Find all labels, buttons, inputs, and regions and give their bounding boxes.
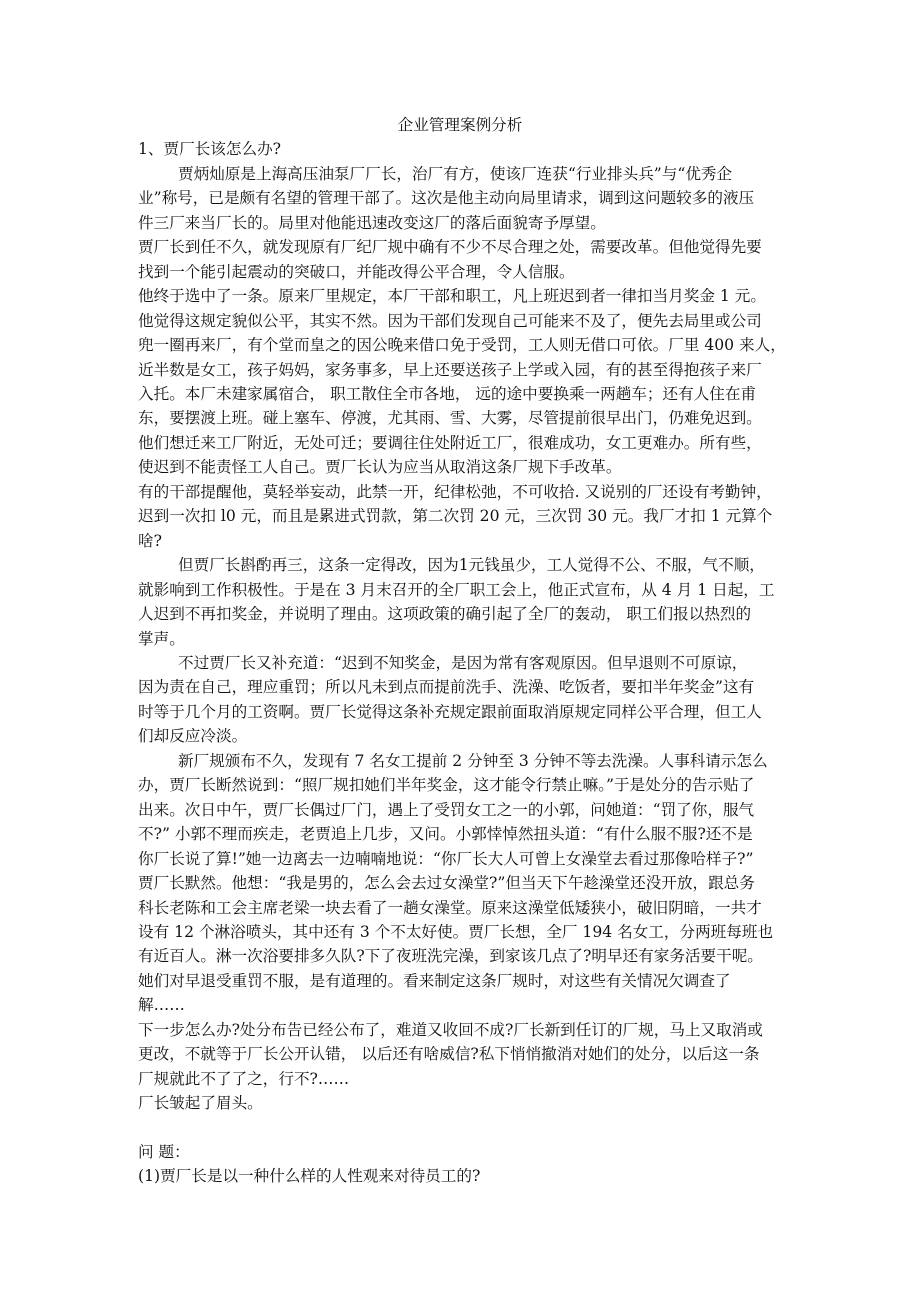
blank-line [138,1116,798,1140]
text-line: 贾厂长到任不久，就发现原有厂纪厂规中确有不少不尽合理之处，需要改革。但他觉得先要 [138,238,762,257]
text-line: 但贾厂长斟酌再三，这条一定得改，因为1元钱虽少，工人觉得不公、不服，气不顺， [178,556,765,575]
text-line: 东，要摆渡上班。碰上塞车、停渡，尤其雨、雪、大雾，尽管提前很早出门，仍难免迟到。 [138,409,762,428]
paragraph [138,1091,798,1115]
paragraph [138,235,798,284]
text-line: 入托。本厂未建家属宿合， 职工散住全市各地， 远的途中要换乘一两趟车；还有人住在甫 [138,384,757,403]
case-heading: 1、贾厂长该怎么办? [138,140,282,159]
question-item: (1)贾厂长是以一种什么样的人性观来对待员工的? [138,1167,481,1186]
text-line: 厂长皱起了眉头。 [138,1094,263,1113]
text-line: 们却反应冷淡。 [138,727,248,746]
paragraph [138,480,798,553]
text-line: 解…… [138,996,185,1015]
text-line: 迟到一次扣 l0 元，而且是累进式罚款，第二次罚 20 元，三次罚 30 元。我厂才扣 1 元算个 [138,507,773,526]
questions-list [138,1164,798,1188]
text-line: 他觉得这规定貌似公平，其实不然。因为干部们发现自己可能来不及了，便先去局里或公司 [138,311,762,330]
text-line: 业”称号，已是颇有名望的管理干部了。这次是他主动向局里请求，调到这问题较多的液压 [138,189,755,208]
text-line: 有近百人。淋一次浴要排多久队?下了夜班洗完澡，到家该几点了?明早还有家务活要干呢。 [138,947,763,966]
case-text [138,162,798,1116]
text-line: 兜一圈再来厂，有个堂而皇之的因公晚来借口免于受罚，工人则无借口可依。厂里 400 来人， [138,336,786,355]
text-line: 贾炳灿原是上海高压油泵厂厂长，治厂有方，使该厂连获“行业排头兵”与“优秀企 [178,164,733,183]
text-line: 厂规就此不了了之，行不?…… [138,1069,350,1088]
text-line: 使迟到不能责怪工人自己。贾厂长认为应当从取消这条厂规下手改革。 [138,458,622,477]
text-line: 她们对早退受重罚不服，是有道理的。看来制定这条厂规时，对这些有关情况欠调查了 [138,971,731,990]
document-body [138,113,798,1189]
document-title: 企业管理案例分析 [397,116,523,134]
text-line: 啥? [138,531,162,550]
paragraph [138,1018,798,1091]
text-line: 你厂长说了算!”她一边离去一边喃喃地说：“你厂长大人可曾上女澡堂去看过那像哈样子?” [138,849,754,868]
text-line: 有的干部提醒他，莫轻举妄动，此禁一开，纪律松弛，不可收拾. 又说别的厂还设有考勤钟， [138,482,772,501]
text-line: 下一步怎么办?处分布告已经公布了，难道又收回不成?厂长新到任订的厂规，马上又取消或 [138,1020,763,1039]
text-line: 近半数是女工，孩子妈妈，家务事多，早上还要送孩子上学或入园，有的甚至得抱孩子来厂 [138,360,762,379]
text-line: 掌声。 [138,629,185,648]
text-line: 贾厂长默然。他想：“我是男的，怎么会去过女澡堂?”但当天下午趁澡堂还没开放，跟总务 [138,874,755,893]
paragraph [138,284,798,480]
paragraph [138,651,798,749]
text-line: 时等于几个月的工资啊。贾厂长觉得这条补充规定跟前面取消原规定同样公平合理，但工人 [138,702,762,721]
text-line: 就影响到工作积极性。于是在 3 月末召开的全厂职工会上，他正式宣布，从 4 月 1 日起，工 [138,580,775,599]
text-line: 他们想迁来工厂附近，无处可迁；要调往住处附近工厂，很难成功，女工更难办。所有些， [138,433,762,452]
text-line: 因为责在自己，理应重罚；所以凡未到点而提前洗手、洗澡、吃饭者，要扣半年奖金”这有 [138,678,755,697]
text-line: 他终于选中了一条。原来厂里规定，本厂干部和职工，凡上班迟到者一律扣当月奖金 1 元。 [138,287,766,306]
text-line: 件三厂来当厂长的。局里对他能迅速改变这厂的落后面貌寄予厚望。 [138,213,606,232]
paragraph [138,162,798,235]
text-line: 更改，不就等于厂长公开认错， 以后还有啥威信?私下悄悄撤消对她们的处分，以后这一条 [138,1045,760,1064]
text-line: 出来。次日中午，贾厂长偶过厂门，遇上了受罚女工之一的小郭，问她道：“罚了你，服气 [138,800,755,819]
text-line: 科长老陈和工会主席老梁一块去看了一趟女澡堂。原来这澡堂低矮狭小，破旧阴暗，一共才 [138,898,762,917]
text-line: 新厂规颁布不久，发现有 7 名女工提前 2 分钟至 3 分钟不等去洗澡。人事科请示怎么 [178,751,768,770]
text-line: 不过贾厂长又补充道：“迟到不知奖金，是因为常有客观原因。但早退则不可原谅， [178,653,748,672]
text-line: 设有 12 个淋浴喷头，其中还有 3 个不太好使。贾厂长想，全厂 194 名女工，分两班每班也 [138,922,774,941]
text-line: 找到一个能引起震动的突破口，并能改得公平合理，令人信服。 [138,262,575,281]
questions-heading: 问 题： [138,1143,190,1162]
paragraph [138,749,798,1018]
text-line: 人迟到不再扣奖金，并说明了理由。这项政策的确引起了全厂的轰动， 职工们报以热烈的 [138,605,752,624]
paragraph [138,553,798,651]
text-line: 办，贾厂长断然说到：“照厂规扣她们半年奖金，这才能令行禁止嘛。”于是处分的告示贴了 [138,776,755,795]
text-line: 不?” 小郭不理而疾走，老贾追上几步，又问。小郭悻悼然扭头道：“有什么服不服?还不是 [138,825,753,844]
